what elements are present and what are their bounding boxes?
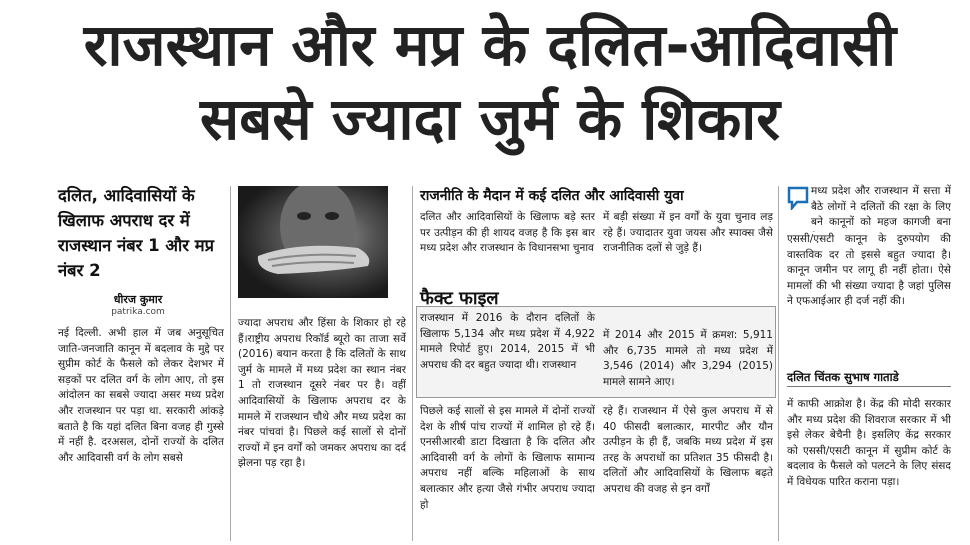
fact-file-heading: फैक्ट फाइल [420,288,499,309]
quote-text-a: मध्य प्रदेश और राजस्थान में सत्ता में बैठे लोगों ने दलितों की रक्षा के लिए बने कानूनों को महज कागजी बना [811,185,951,229]
article-photo [238,186,388,298]
column1-body: नई दिल्ली. अभी हाल में जब अनुसूचित जाति-जनजाति कानून में बदलाव के मुद्दे पर सुप्रीम कोर्ट के फैसले को लेकर देशभर में सड़कों पर दलित वर्ग के लोग आए, तो इस आंदोलन का सबसे ज्यादा असर मध्य प्रदेश और राजस्थान पर पड़ा था. सरकारी आंकड़े बताते है कि यहां दलित बिना वजह ही गुस्से में नहीं है. दरअसल, दोनों राज्यों के दलित और आदिवासी वर्ग के लोग सबसे [58,327,224,464]
quote-attribution: दलित चिंतक सुभाष गाताडे [787,370,899,384]
column4-body: में काफी आक्रोश है। केंद्र की मोदी सरकार और मध्य प्रदेश की शिवराज सरकार में भी इसे लेकर बेचैनी है। इसलिए केंद्र सरकार को एससी/एसटी कानून में सुप्रीम कोर्ट के बदलाव के फैसले को पलटने के लिए संसद में विधेयक पारित कराना पड़ा। [787,398,951,488]
column1-subhead: दलित, आदिवासियों के खिलाफ अपराध दर में राजस्थान नंबर 1 और मप्र नंबर 2 [58,186,214,280]
column3-body-d: रहे हैं। राजस्थान में ऐसे कुल अपराध में से 40 फीसदी बलात्कार, मारपीट और यौन उत्पीड़न के ही हैं, जबकि मध्य प्रदेश में इस तरह के अपराधों का प्रतिशत 35 फीसदी है। दलितों और आदिवासियों के खिलाफ बढ़ते अपराध की वजह से इन वर्गों [603,405,773,495]
column3-body-c: पिछले कई सालों से इस मामले में दोनों राज्यों देश के शीर्ष पांच राज्यों में शामिल हो रहे हैं। एनसीआरबी डाटा दिखाता है कि दलित और आदिवासी वर्ग के लोगों के खिलाफ सामान्य अपराध नहीं बल्कि महिलाओं के साथ बलात्कार और हत्या जैसे गंभीर अपराध ज्यादा हो [420,405,595,511]
hand-over-mouth-image [238,186,388,298]
byline-author: धीरज कुमार [113,293,163,306]
quote-text-b: एससी/एसटी कानून के दुरुपयोग की वास्तविक दर तो इससे बहुत ज्यादा है। कानून जमीन पर लागू ही नहीं होता। ऐसे मामलों की भी संख्या ज्यादा है जहां पुलिस ने एफआईआर ही दर्ज नहीं की। [787,233,951,308]
main-headline [40,8,940,156]
column2-body: ज्यादा अपराध और हिंसा के शिकार हो रहे हैं।राष्ट्रीय अपराध रिकॉर्ड ब्यूरो का ताजा सर्वे (2016) बयान करता है कि दलितों के साथ जुर्म के मामले में मध्य प्रदेश का स्थान नंबर 1 तो राजस्थान दूसरे नंबर पर है। वहीं आदिवासियों के खिलाफ अपराध दर के मामले में राजस्थान चौथे और मध्य प्रदेश का नंबर पांचवां है। पिछले कई सालों से दोनों राज्यों में इन वर्गों को जमकर अपराध का दर्द झेलना पड़ रहा है। [238,317,406,470]
politics-body-b: में बड़ी संख्या में इन वर्गों के युवा चुनाव लड़ रहे हैं। ज्यादातर युवा जयस और स्पाक्स जैसे राजनीतिक दलों से जुड़े हैं। [603,211,773,255]
attribution-rule [787,386,951,387]
column-divider [412,186,413,541]
politics-section-head: राजनीति के मैदान में कई दलित और आदिवासी युवा [420,188,684,204]
headline-line-2: सबसे ज्यादा जुर्म के शिकार [200,85,780,153]
fact-file-text-b: में 2014 और 2015 में क्रमश: 5,911 और 6,735 मामले तो मध्य प्रदेश में 3,546 (2014) और 3,294 (2015) मामले सामने आए। [603,329,773,388]
politics-body-a: दलित और आदिवासियों के खिलाफ बड़े स्तर पर उत्पीड़न की ही शायद वजह है कि इस बार मध्य प्रदेश और राजस्थान के विधानसभा चुनाव [420,211,595,255]
column-divider [778,186,779,541]
byline-site: patrika.com [111,307,165,317]
column-divider [230,186,231,541]
fact-file-text-a: राजस्थान में 2016 के दौरान दलितों के खिलाफ 5,134 और मध्य प्रदेश में 4,922 मामले रिपोर्ट हुए। 2014, 2015 में भी अपराध की दर बहुत ज्यादा थी। राजस्थान [420,312,595,371]
quote-bubble-icon [787,186,809,210]
headline-line-1: राजस्थान और मप्र के दलित-आदिवासी [83,11,897,79]
